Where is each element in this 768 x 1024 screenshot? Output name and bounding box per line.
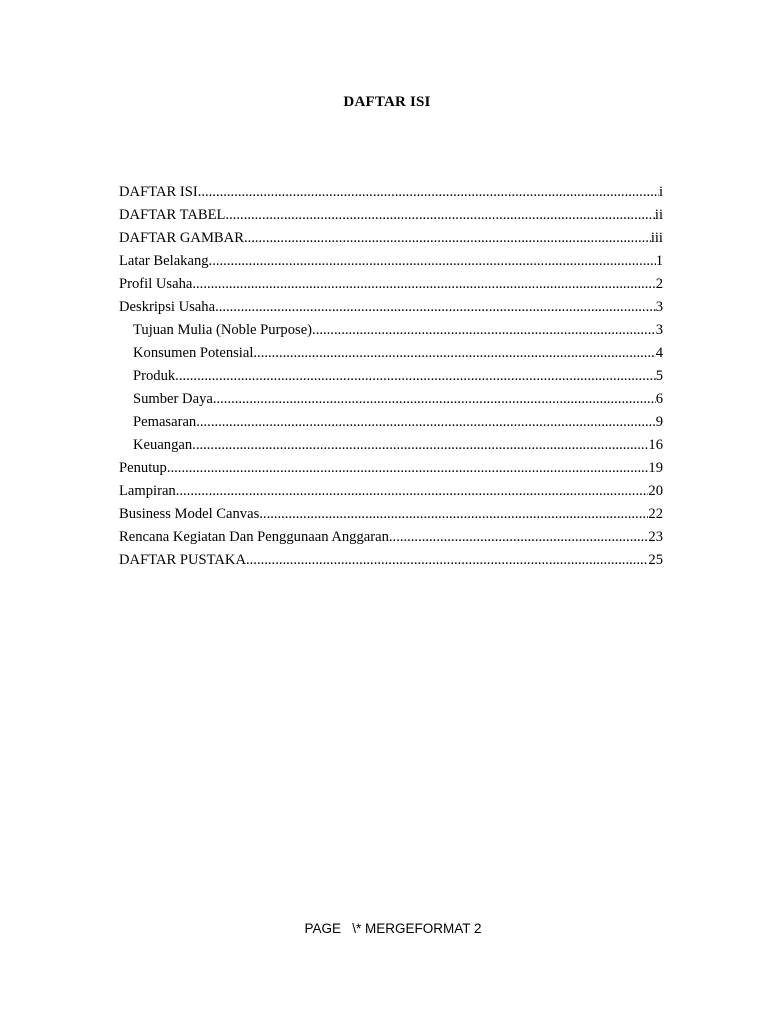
toc-entry-label: Deskripsi Usaha: [119, 299, 216, 315]
toc-entry-label: Lampiran: [119, 483, 176, 499]
toc-entry-page: 20: [648, 483, 663, 499]
toc-entry-page: iii: [650, 230, 663, 246]
page-title: DAFTAR ISI: [343, 94, 431, 110]
toc-entry-label: Produk: [133, 368, 176, 384]
toc-entry[interactable]: [119, 227, 663, 250]
toc-entry-page: 3: [655, 299, 663, 315]
toc-entry[interactable]: [119, 503, 663, 526]
toc-dot-leader: [246, 549, 648, 572]
toc-entry-label: Sumber Daya: [133, 391, 213, 407]
toc-entry[interactable]: [119, 296, 663, 319]
toc-entry-label: Business Model Canvas: [119, 506, 260, 522]
toc-entry-label: Profil Usaha: [119, 276, 193, 292]
toc-dot-leader: [312, 319, 656, 342]
toc-subentry[interactable]: [119, 365, 663, 388]
toc-subentry[interactable]: [119, 411, 663, 434]
toc-entry-page: 9: [655, 414, 663, 430]
table-of-contents: [119, 181, 663, 572]
toc-entry-page: 25: [648, 552, 663, 568]
toc-entry[interactable]: [119, 273, 663, 296]
toc-dot-leader: [167, 457, 649, 480]
toc-entry-page: 6: [655, 391, 663, 407]
toc-entry-page: i: [658, 184, 663, 200]
toc-entry-label: Penutup: [119, 460, 167, 476]
toc-entry-label: DAFTAR ISI: [119, 184, 198, 200]
toc-subentry[interactable]: [119, 388, 663, 411]
toc-dot-leader: [198, 181, 659, 204]
toc-entry-label: Pemasaran: [133, 414, 197, 430]
toc-entry[interactable]: [119, 204, 663, 227]
toc-entry[interactable]: [119, 181, 663, 204]
toc-dot-leader: [196, 411, 655, 434]
toc-entry[interactable]: [119, 526, 663, 549]
toc-entry-page: 23: [648, 529, 663, 545]
toc-dot-leader: [389, 526, 649, 549]
toc-entry-label: Konsumen Potensial: [133, 345, 254, 361]
toc-dot-leader: [192, 273, 655, 296]
toc-entry[interactable]: [119, 250, 663, 273]
page-footer-field: PAGE \* MERGEFORMAT 2: [304, 921, 482, 936]
toc-dot-leader: [209, 250, 656, 273]
toc-entry-label: Latar Belakang: [119, 253, 209, 269]
toc-dot-leader: [253, 342, 655, 365]
toc-subentry[interactable]: [119, 434, 663, 457]
toc-entry-page: 3: [655, 322, 663, 338]
toc-dot-leader: [175, 365, 656, 388]
toc-entry-label: Rencana Kegiatan Dan Penggunaan Anggaran: [119, 529, 389, 545]
toc-entry-page: 19: [648, 460, 663, 476]
toc-entry-page: 4: [655, 345, 663, 361]
toc-entry-page: 1: [655, 253, 663, 269]
toc-entry-label: DAFTAR PUSTAKA: [119, 552, 246, 568]
toc-entry-page: 2: [655, 276, 663, 292]
toc-dot-leader: [215, 296, 656, 319]
toc-entry[interactable]: [119, 549, 663, 572]
toc-entry-label: Tujuan Mulia (Noble Purpose): [133, 322, 313, 338]
toc-entry-label: DAFTAR GAMBAR: [119, 230, 244, 246]
toc-entry-page: 22: [648, 506, 663, 522]
toc-entry-label: Keuangan: [133, 437, 193, 453]
toc-dot-leader: [225, 204, 654, 227]
toc-dot-leader: [192, 434, 648, 457]
toc-entry[interactable]: [119, 480, 663, 503]
toc-dot-leader: [176, 480, 649, 503]
toc-entry-label: DAFTAR TABEL: [119, 207, 226, 223]
toc-dot-leader: [259, 503, 648, 526]
toc-entry[interactable]: [119, 457, 663, 480]
toc-entry-page: 5: [655, 368, 663, 384]
toc-entry-page: 16: [648, 437, 663, 453]
toc-subentry[interactable]: [119, 319, 663, 342]
toc-dot-leader: [244, 227, 651, 250]
toc-dot-leader: [213, 388, 656, 411]
toc-subentry[interactable]: [119, 342, 663, 365]
toc-entry-page: ii: [654, 207, 663, 223]
